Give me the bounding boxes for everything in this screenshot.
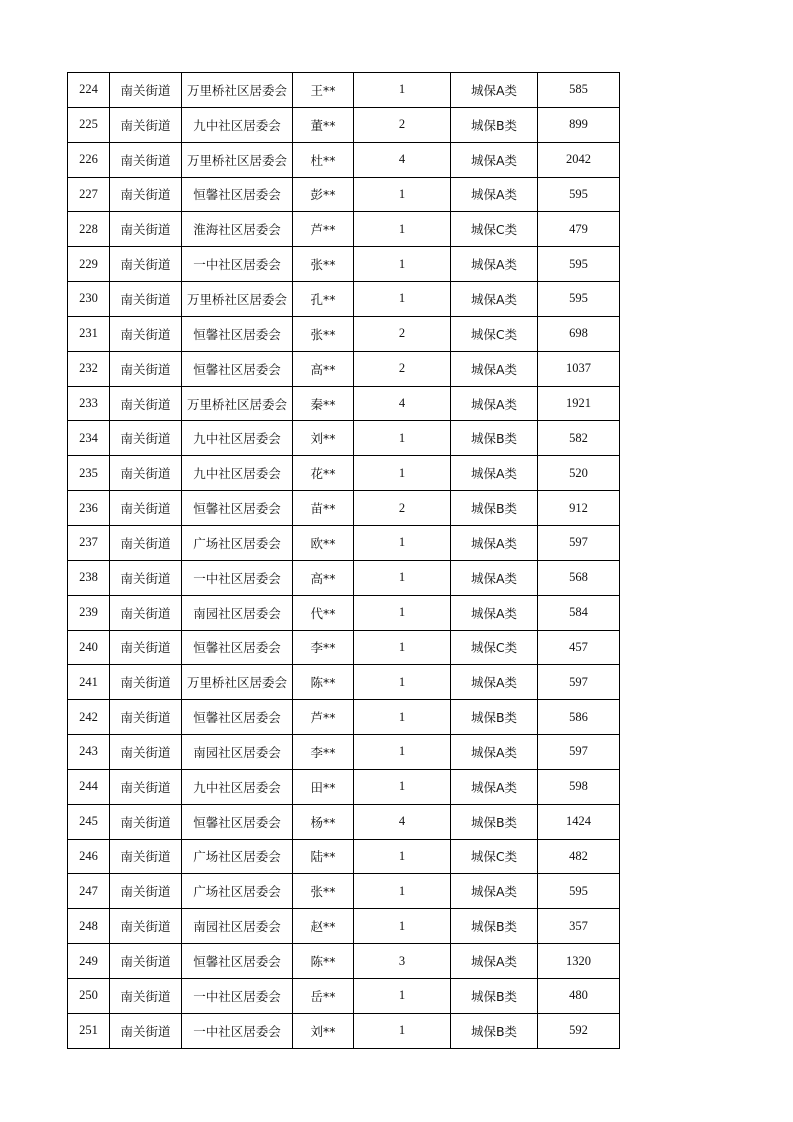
community-name-cell: 恒馨社区居委会	[182, 944, 293, 979]
street-name-cell: 南关街道	[110, 595, 182, 630]
community-name-cell: 广场社区居委会	[182, 525, 293, 560]
household-size-cell: 4	[354, 142, 451, 177]
amount-cell: 2042	[538, 142, 620, 177]
street-name-cell: 南关街道	[110, 456, 182, 491]
street-name-cell: 南关街道	[110, 177, 182, 212]
insurance-category-cell: 城保A类	[451, 351, 538, 386]
table-row	[68, 595, 620, 630]
amount-cell: 479	[538, 212, 620, 247]
amount-cell: 1320	[538, 944, 620, 979]
resident-name-cell: 花**	[293, 456, 354, 491]
resident-name-cell: 杨**	[293, 804, 354, 839]
community-name-cell: 恒馨社区居委会	[182, 351, 293, 386]
street-name-cell: 南关街道	[110, 316, 182, 351]
street-name-cell: 南关街道	[110, 386, 182, 421]
street-name-cell: 南关街道	[110, 944, 182, 979]
insurance-category-cell: 城保A类	[451, 525, 538, 560]
row-index-cell: 228	[68, 212, 110, 247]
resident-name-cell: 王**	[293, 73, 354, 108]
household-size-cell: 1	[354, 665, 451, 700]
community-name-cell: 一中社区居委会	[182, 560, 293, 595]
street-name-cell: 南关街道	[110, 73, 182, 108]
insurance-category-cell: 城保A类	[451, 735, 538, 770]
street-name-cell: 南关街道	[110, 665, 182, 700]
amount-cell: 586	[538, 700, 620, 735]
household-size-cell: 1	[354, 212, 451, 247]
street-name-cell: 南关街道	[110, 804, 182, 839]
household-size-cell: 4	[354, 804, 451, 839]
street-name-cell: 南关街道	[110, 107, 182, 142]
street-name-cell: 南关街道	[110, 525, 182, 560]
amount-cell: 582	[538, 421, 620, 456]
table-body	[68, 73, 620, 1049]
insurance-category-cell: 城保B类	[451, 909, 538, 944]
street-name-cell: 南关街道	[110, 978, 182, 1013]
row-index-cell: 231	[68, 316, 110, 351]
household-size-cell: 4	[354, 386, 451, 421]
amount-cell: 698	[538, 316, 620, 351]
amount-cell: 568	[538, 560, 620, 595]
row-index-cell: 243	[68, 735, 110, 770]
row-index-cell: 229	[68, 247, 110, 282]
table-row	[68, 316, 620, 351]
amount-cell: 357	[538, 909, 620, 944]
row-index-cell: 240	[68, 630, 110, 665]
table-row	[68, 177, 620, 212]
community-name-cell: 万里桥社区居委会	[182, 665, 293, 700]
amount-cell: 595	[538, 177, 620, 212]
amount-cell: 1037	[538, 351, 620, 386]
insurance-category-cell: 城保A类	[451, 73, 538, 108]
community-name-cell: 广场社区居委会	[182, 839, 293, 874]
table-row	[68, 769, 620, 804]
table-row	[68, 212, 620, 247]
community-name-cell: 恒馨社区居委会	[182, 316, 293, 351]
table-row	[68, 282, 620, 317]
insurance-category-cell: 城保B类	[451, 978, 538, 1013]
resident-name-cell: 陈**	[293, 944, 354, 979]
household-size-cell: 1	[354, 456, 451, 491]
household-size-cell: 1	[354, 73, 451, 108]
table-row	[68, 874, 620, 909]
amount-cell: 912	[538, 491, 620, 526]
amount-cell: 457	[538, 630, 620, 665]
household-size-cell: 1	[354, 735, 451, 770]
amount-cell: 598	[538, 769, 620, 804]
community-name-cell: 恒馨社区居委会	[182, 177, 293, 212]
resident-name-cell: 孔**	[293, 282, 354, 317]
amount-cell: 899	[538, 107, 620, 142]
household-size-cell: 1	[354, 1013, 451, 1048]
amount-cell: 597	[538, 665, 620, 700]
insurance-category-cell: 城保A类	[451, 874, 538, 909]
insurance-category-cell: 城保B类	[451, 421, 538, 456]
table-row	[68, 560, 620, 595]
community-name-cell: 一中社区居委会	[182, 978, 293, 1013]
insurance-category-cell: 城保A类	[451, 177, 538, 212]
insurance-category-cell: 城保A类	[451, 386, 538, 421]
row-index-cell: 242	[68, 700, 110, 735]
household-size-cell: 1	[354, 177, 451, 212]
insurance-category-cell: 城保A类	[451, 456, 538, 491]
household-size-cell: 1	[354, 909, 451, 944]
community-name-cell: 九中社区居委会	[182, 421, 293, 456]
household-size-cell: 1	[354, 978, 451, 1013]
community-name-cell: 九中社区居委会	[182, 107, 293, 142]
subsidy-roster-table	[67, 72, 620, 1049]
amount-cell: 585	[538, 73, 620, 108]
resident-name-cell: 董**	[293, 107, 354, 142]
amount-cell: 597	[538, 735, 620, 770]
community-name-cell: 九中社区居委会	[182, 769, 293, 804]
table-row	[68, 351, 620, 386]
street-name-cell: 南关街道	[110, 491, 182, 526]
table-row	[68, 107, 620, 142]
household-size-cell: 2	[354, 491, 451, 526]
amount-cell: 482	[538, 839, 620, 874]
street-name-cell: 南关街道	[110, 351, 182, 386]
resident-name-cell: 张**	[293, 874, 354, 909]
street-name-cell: 南关街道	[110, 874, 182, 909]
amount-cell: 595	[538, 247, 620, 282]
household-size-cell: 1	[354, 874, 451, 909]
amount-cell: 584	[538, 595, 620, 630]
table-row	[68, 421, 620, 456]
household-size-cell: 2	[354, 107, 451, 142]
row-index-cell: 251	[68, 1013, 110, 1048]
table-row	[68, 525, 620, 560]
street-name-cell: 南关街道	[110, 630, 182, 665]
row-index-cell: 247	[68, 874, 110, 909]
community-name-cell: 淮海社区居委会	[182, 212, 293, 247]
household-size-cell: 2	[354, 316, 451, 351]
row-index-cell: 246	[68, 839, 110, 874]
household-size-cell: 1	[354, 630, 451, 665]
row-index-cell: 226	[68, 142, 110, 177]
resident-name-cell: 陈**	[293, 665, 354, 700]
row-index-cell: 250	[68, 978, 110, 1013]
household-size-cell: 1	[354, 525, 451, 560]
household-size-cell: 1	[354, 769, 451, 804]
resident-name-cell: 秦**	[293, 386, 354, 421]
insurance-category-cell: 城保B类	[451, 804, 538, 839]
insurance-category-cell: 城保C类	[451, 212, 538, 247]
row-index-cell: 236	[68, 491, 110, 526]
household-size-cell: 1	[354, 595, 451, 630]
insurance-category-cell: 城保A类	[451, 247, 538, 282]
community-name-cell: 恒馨社区居委会	[182, 700, 293, 735]
table-row	[68, 665, 620, 700]
amount-cell: 1921	[538, 386, 620, 421]
community-name-cell: 恒馨社区居委会	[182, 491, 293, 526]
resident-name-cell: 芦**	[293, 212, 354, 247]
row-index-cell: 237	[68, 525, 110, 560]
household-size-cell: 1	[354, 560, 451, 595]
insurance-category-cell: 城保C类	[451, 316, 538, 351]
insurance-category-cell: 城保A类	[451, 560, 538, 595]
amount-cell: 595	[538, 282, 620, 317]
street-name-cell: 南关街道	[110, 421, 182, 456]
table-row	[68, 630, 620, 665]
household-size-cell: 1	[354, 282, 451, 317]
amount-cell: 597	[538, 525, 620, 560]
insurance-category-cell: 城保A类	[451, 595, 538, 630]
resident-name-cell: 杜**	[293, 142, 354, 177]
insurance-category-cell: 城保B类	[451, 491, 538, 526]
amount-cell: 520	[538, 456, 620, 491]
row-index-cell: 227	[68, 177, 110, 212]
resident-name-cell: 李**	[293, 735, 354, 770]
row-index-cell: 249	[68, 944, 110, 979]
street-name-cell: 南关街道	[110, 282, 182, 317]
street-name-cell: 南关街道	[110, 839, 182, 874]
street-name-cell: 南关街道	[110, 1013, 182, 1048]
resident-name-cell: 彭**	[293, 177, 354, 212]
row-index-cell: 225	[68, 107, 110, 142]
row-index-cell: 241	[68, 665, 110, 700]
community-name-cell: 一中社区居委会	[182, 247, 293, 282]
amount-cell: 595	[538, 874, 620, 909]
row-index-cell: 224	[68, 73, 110, 108]
table-row	[68, 700, 620, 735]
household-size-cell: 3	[354, 944, 451, 979]
amount-cell: 480	[538, 978, 620, 1013]
insurance-category-cell: 城保B类	[451, 1013, 538, 1048]
resident-name-cell: 高**	[293, 351, 354, 386]
amount-cell: 592	[538, 1013, 620, 1048]
household-size-cell: 2	[354, 351, 451, 386]
table-row	[68, 73, 620, 108]
community-name-cell: 南园社区居委会	[182, 595, 293, 630]
insurance-category-cell: 城保A类	[451, 665, 538, 700]
community-name-cell: 广场社区居委会	[182, 874, 293, 909]
community-name-cell: 万里桥社区居委会	[182, 142, 293, 177]
amount-cell: 1424	[538, 804, 620, 839]
resident-name-cell: 刘**	[293, 1013, 354, 1048]
table-row	[68, 839, 620, 874]
household-size-cell: 1	[354, 839, 451, 874]
community-name-cell: 万里桥社区居委会	[182, 282, 293, 317]
community-name-cell: 南园社区居委会	[182, 909, 293, 944]
resident-name-cell: 代**	[293, 595, 354, 630]
resident-name-cell: 陆**	[293, 839, 354, 874]
insurance-category-cell: 城保A类	[451, 282, 538, 317]
insurance-category-cell: 城保B类	[451, 700, 538, 735]
resident-name-cell: 高**	[293, 560, 354, 595]
community-name-cell: 万里桥社区居委会	[182, 386, 293, 421]
community-name-cell: 一中社区居委会	[182, 1013, 293, 1048]
row-index-cell: 248	[68, 909, 110, 944]
table-row	[68, 978, 620, 1013]
table-row	[68, 247, 620, 282]
resident-name-cell: 欧**	[293, 525, 354, 560]
resident-name-cell: 刘**	[293, 421, 354, 456]
community-name-cell: 九中社区居委会	[182, 456, 293, 491]
row-index-cell: 244	[68, 769, 110, 804]
row-index-cell: 232	[68, 351, 110, 386]
table-row	[68, 142, 620, 177]
row-index-cell: 230	[68, 282, 110, 317]
table-row	[68, 456, 620, 491]
community-name-cell: 万里桥社区居委会	[182, 73, 293, 108]
household-size-cell: 1	[354, 700, 451, 735]
table-row	[68, 386, 620, 421]
resident-name-cell: 岳**	[293, 978, 354, 1013]
resident-name-cell: 田**	[293, 769, 354, 804]
row-index-cell: 235	[68, 456, 110, 491]
street-name-cell: 南关街道	[110, 560, 182, 595]
street-name-cell: 南关街道	[110, 700, 182, 735]
insurance-category-cell: 城保C类	[451, 839, 538, 874]
street-name-cell: 南关街道	[110, 735, 182, 770]
resident-name-cell: 张**	[293, 316, 354, 351]
resident-name-cell: 张**	[293, 247, 354, 282]
row-index-cell: 239	[68, 595, 110, 630]
community-name-cell: 南园社区居委会	[182, 735, 293, 770]
table-row	[68, 804, 620, 839]
insurance-category-cell: 城保A类	[451, 142, 538, 177]
insurance-category-cell: 城保A类	[451, 944, 538, 979]
street-name-cell: 南关街道	[110, 212, 182, 247]
insurance-category-cell: 城保A类	[451, 769, 538, 804]
table-row	[68, 944, 620, 979]
street-name-cell: 南关街道	[110, 769, 182, 804]
table-row	[68, 491, 620, 526]
insurance-category-cell: 城保B类	[451, 107, 538, 142]
resident-name-cell: 芦**	[293, 700, 354, 735]
resident-name-cell: 赵**	[293, 909, 354, 944]
community-name-cell: 恒馨社区居委会	[182, 630, 293, 665]
row-index-cell: 233	[68, 386, 110, 421]
row-index-cell: 234	[68, 421, 110, 456]
street-name-cell: 南关街道	[110, 142, 182, 177]
household-size-cell: 1	[354, 421, 451, 456]
table-row	[68, 735, 620, 770]
insurance-category-cell: 城保C类	[451, 630, 538, 665]
row-index-cell: 238	[68, 560, 110, 595]
street-name-cell: 南关街道	[110, 247, 182, 282]
community-name-cell: 恒馨社区居委会	[182, 804, 293, 839]
resident-name-cell: 苗**	[293, 491, 354, 526]
table-row	[68, 1013, 620, 1048]
household-size-cell: 1	[354, 247, 451, 282]
street-name-cell: 南关街道	[110, 909, 182, 944]
row-index-cell: 245	[68, 804, 110, 839]
table-row	[68, 909, 620, 944]
resident-name-cell: 李**	[293, 630, 354, 665]
